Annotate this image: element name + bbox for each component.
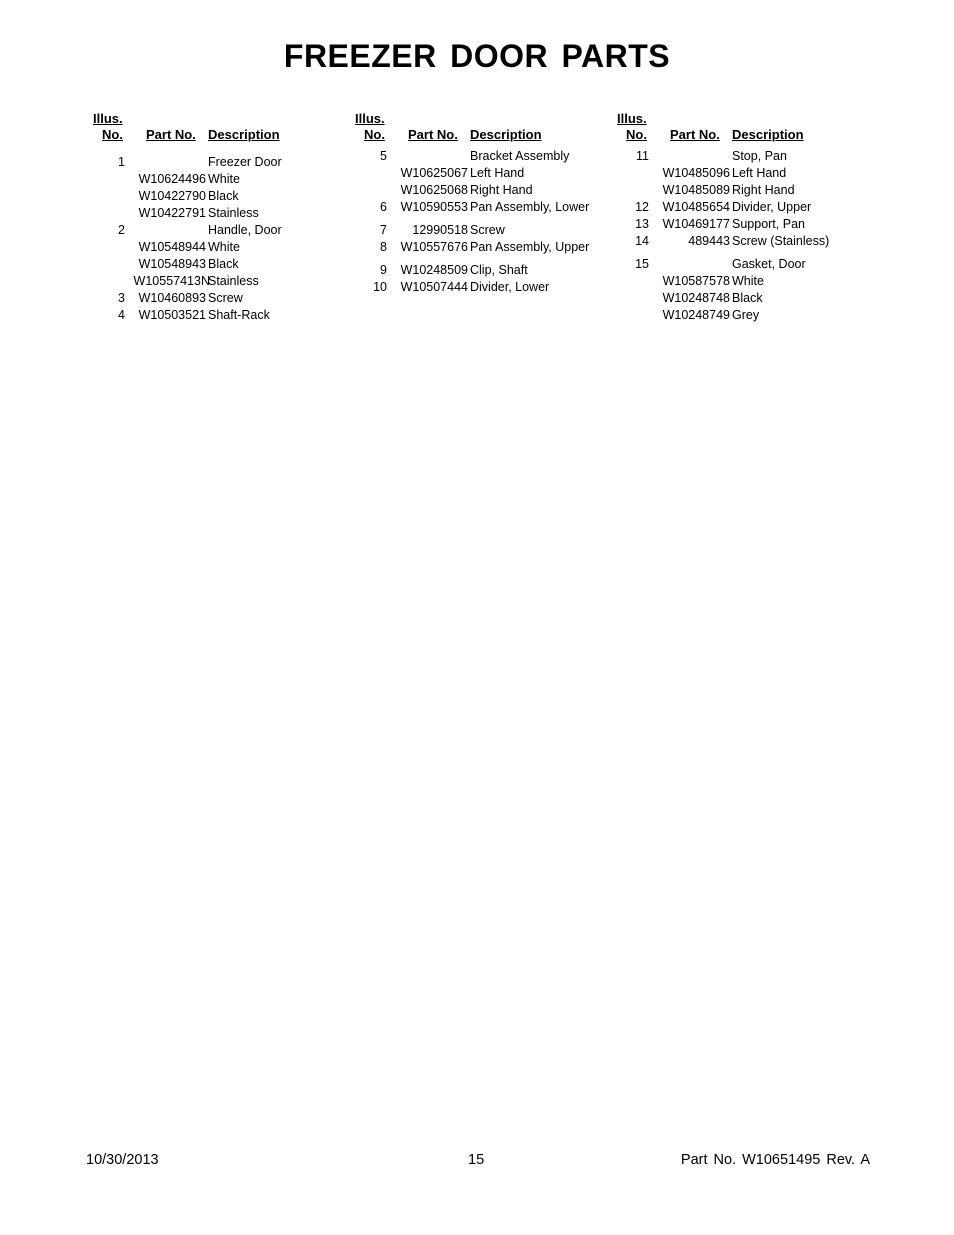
header-no: No. bbox=[626, 127, 647, 142]
part-description: Pan Assembly, Upper bbox=[470, 240, 590, 254]
part-description: Bracket Assembly bbox=[470, 149, 570, 163]
part-description: Stop, Pan bbox=[732, 149, 787, 163]
illus-no: 4 bbox=[118, 308, 125, 322]
part-row bbox=[612, 149, 862, 166]
illus-no: 9 bbox=[380, 263, 387, 277]
illus-no: 8 bbox=[380, 240, 387, 254]
column-header bbox=[350, 111, 600, 145]
part-description: Handle, Door bbox=[208, 223, 282, 237]
part-number: W10422791 bbox=[138, 206, 206, 220]
part-description: Divider, Upper bbox=[732, 200, 812, 214]
part-description: White bbox=[208, 172, 240, 186]
header-part-no: Part No. bbox=[146, 127, 196, 142]
part-row bbox=[350, 223, 600, 240]
part-row bbox=[612, 166, 862, 183]
illus-no: 3 bbox=[118, 291, 125, 305]
part-number: W10625068 bbox=[400, 183, 468, 197]
part-description: Right Hand bbox=[470, 183, 533, 197]
part-number: W10248509 bbox=[400, 263, 468, 277]
part-description: Gasket, Door bbox=[732, 257, 806, 271]
illus-no: 5 bbox=[380, 149, 387, 163]
part-description: Shaft-Rack bbox=[208, 308, 270, 322]
part-row bbox=[612, 234, 862, 251]
part-row bbox=[88, 240, 338, 257]
header-no: No. bbox=[364, 127, 385, 142]
part-row bbox=[612, 291, 862, 308]
part-row bbox=[612, 274, 862, 291]
part-row bbox=[350, 240, 600, 257]
column-header bbox=[612, 111, 862, 145]
part-row bbox=[612, 217, 862, 234]
part-number: W10485096 bbox=[662, 166, 730, 180]
part-description: Left Hand bbox=[470, 166, 525, 180]
parts-column-3 bbox=[612, 111, 862, 325]
part-row bbox=[88, 223, 338, 240]
illus-no: 1 bbox=[118, 155, 125, 169]
part-description: Black bbox=[208, 257, 239, 271]
part-number: W10507444 bbox=[400, 280, 468, 294]
part-number: W10557676 bbox=[400, 240, 468, 254]
illus-no: 6 bbox=[380, 200, 387, 214]
part-number: W10485089 bbox=[662, 183, 730, 197]
part-row bbox=[88, 172, 338, 189]
part-row bbox=[88, 291, 338, 308]
part-row bbox=[88, 274, 338, 291]
part-number: W10590553 bbox=[400, 200, 468, 214]
part-description: Grey bbox=[732, 308, 760, 322]
part-description: Screw bbox=[208, 291, 243, 305]
parts-column-2 bbox=[350, 111, 600, 297]
illus-no: 7 bbox=[380, 223, 387, 237]
part-row bbox=[88, 155, 338, 172]
header-no: No. bbox=[102, 127, 123, 142]
part-number: W10460893 bbox=[138, 291, 206, 305]
part-description: Stainless bbox=[208, 274, 259, 288]
part-number: W10548943 bbox=[138, 257, 206, 271]
part-row bbox=[88, 189, 338, 206]
part-description: Stainless bbox=[208, 206, 259, 220]
part-row bbox=[612, 257, 862, 274]
header-illus: Illus. bbox=[93, 111, 123, 126]
part-description: Screw bbox=[470, 223, 505, 237]
part-number: 12990518 bbox=[412, 223, 468, 237]
part-number: W10469177 bbox=[662, 217, 730, 231]
footer-page-number: 15 bbox=[468, 1152, 485, 1168]
illus-no: 11 bbox=[636, 149, 649, 163]
part-number: W10625067 bbox=[400, 166, 468, 180]
part-number: W10587578 bbox=[662, 274, 730, 288]
part-row bbox=[88, 257, 338, 274]
header-description: Description bbox=[470, 127, 542, 142]
part-number: W10248748 bbox=[662, 291, 730, 305]
footer-date: 10/30/2013 bbox=[86, 1152, 159, 1168]
part-row bbox=[350, 280, 600, 297]
part-number: W10422790 bbox=[138, 189, 206, 203]
part-number: W10503521 bbox=[138, 308, 206, 322]
parts-column-1 bbox=[88, 111, 338, 325]
illus-no: 15 bbox=[635, 257, 649, 271]
column-header bbox=[88, 111, 338, 145]
part-description: Left Hand bbox=[732, 166, 787, 180]
header-illus: Illus. bbox=[355, 111, 385, 126]
part-row bbox=[350, 263, 600, 280]
part-description: Support, Pan bbox=[732, 217, 805, 231]
part-row bbox=[350, 183, 600, 200]
part-description: Screw (Stainless) bbox=[732, 234, 830, 248]
header-description: Description bbox=[732, 127, 804, 142]
header-part-no: Part No. bbox=[408, 127, 458, 142]
illus-no: 10 bbox=[373, 280, 387, 294]
illus-no: 13 bbox=[635, 217, 649, 231]
page-title: FREEZER DOOR PARTS bbox=[283, 38, 671, 74]
part-row bbox=[350, 200, 600, 217]
footer-part-number: Part No. W10651495 Rev. A bbox=[680, 1152, 870, 1168]
illus-no: 2 bbox=[118, 223, 125, 237]
part-description: White bbox=[208, 240, 240, 254]
part-row bbox=[612, 308, 862, 325]
part-description: White bbox=[732, 274, 764, 288]
part-row bbox=[612, 183, 862, 200]
part-number: 489443 bbox=[688, 234, 730, 248]
header-part-no: Part No. bbox=[670, 127, 720, 142]
part-description: Freezer Door bbox=[208, 155, 282, 169]
part-description: Black bbox=[208, 189, 239, 203]
part-row bbox=[88, 308, 338, 325]
header-description: Description bbox=[208, 127, 280, 142]
part-row bbox=[350, 166, 600, 183]
illus-no: 12 bbox=[635, 200, 649, 214]
part-row bbox=[350, 149, 600, 166]
part-row bbox=[88, 206, 338, 223]
part-description: Pan Assembly, Lower bbox=[470, 200, 590, 214]
part-description: Divider, Lower bbox=[470, 280, 550, 294]
part-description: Clip, Shaft bbox=[470, 263, 528, 277]
illus-no: 14 bbox=[635, 234, 649, 248]
part-number: W10248749 bbox=[662, 308, 730, 322]
part-number: W10557413N bbox=[133, 274, 210, 288]
part-description: Right Hand bbox=[732, 183, 795, 197]
header-illus: Illus. bbox=[617, 111, 647, 126]
part-number: W10624496 bbox=[138, 172, 206, 186]
part-number: W10485654 bbox=[662, 200, 730, 214]
part-description: Black bbox=[732, 291, 763, 305]
part-row bbox=[612, 200, 862, 217]
part-number: W10548944 bbox=[138, 240, 206, 254]
